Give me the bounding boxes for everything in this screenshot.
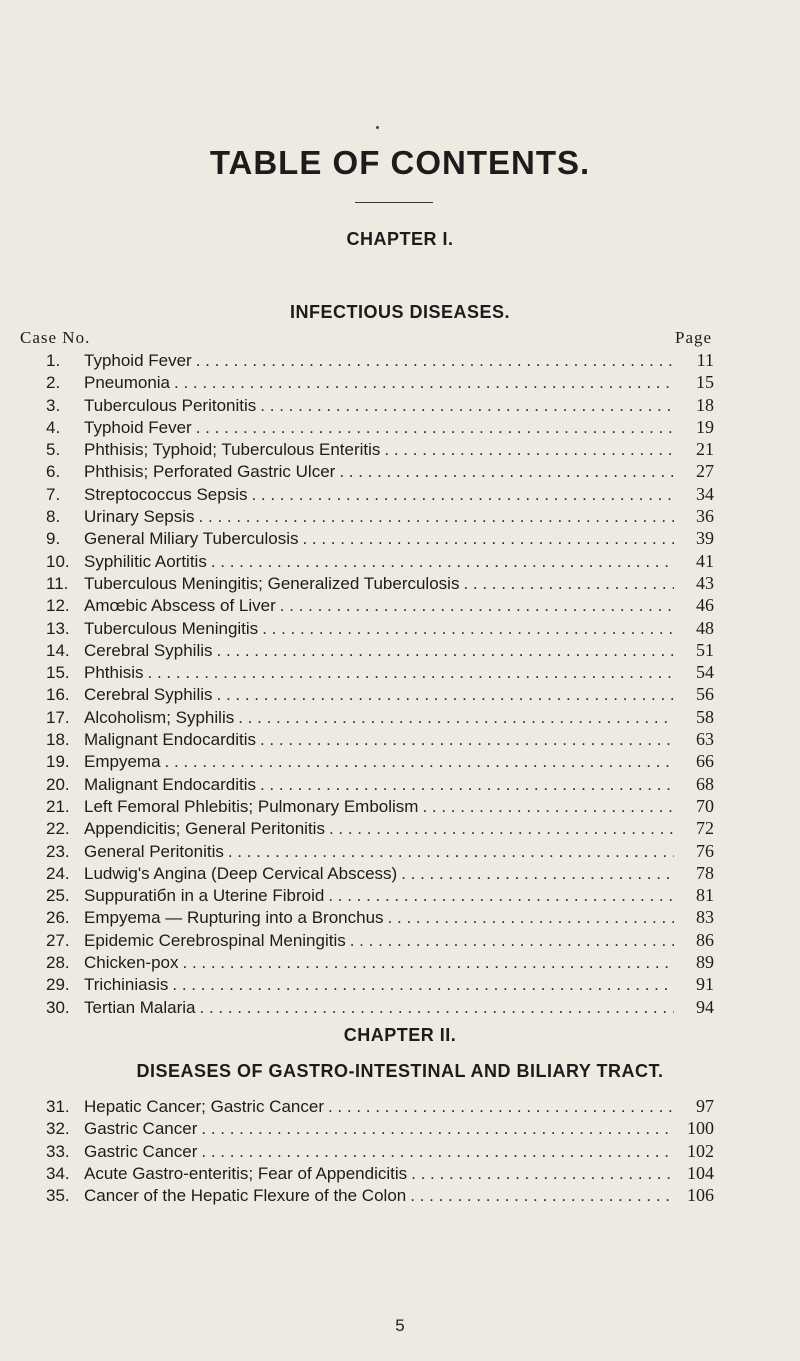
case-number: 7. xyxy=(46,484,61,504)
dot-leader xyxy=(196,350,674,372)
page-ref: 104 xyxy=(687,1162,714,1183)
toc-entry xyxy=(42,349,714,371)
page-ref: 63 xyxy=(696,729,714,750)
case-number: 12. xyxy=(46,596,70,616)
toc-entry xyxy=(42,617,714,639)
page-ref: 46 xyxy=(696,595,714,616)
case-number: 32. xyxy=(46,1119,70,1139)
dot-leader xyxy=(411,1163,674,1185)
page-ref: 15 xyxy=(696,372,714,393)
toc-entry xyxy=(42,973,714,995)
toc-entry xyxy=(42,817,714,839)
page-ref: 21 xyxy=(696,439,714,460)
page-ref: 43 xyxy=(696,572,714,593)
dot-leader xyxy=(260,729,674,751)
dot-leader xyxy=(328,885,674,907)
case-title: Acute Gastro-enteritis; Fear of Appendicitis xyxy=(84,1163,408,1183)
dot-leader xyxy=(422,796,674,818)
case-number: 20. xyxy=(46,774,70,794)
page-ref: 54 xyxy=(696,662,714,683)
case-title: Malignant Endocarditis xyxy=(84,730,256,750)
dot-leader xyxy=(174,372,674,394)
case-number: 30. xyxy=(46,997,70,1017)
toc-entry xyxy=(42,862,714,884)
page-ref: 91 xyxy=(696,974,714,995)
page-ref: 56 xyxy=(696,684,714,705)
chapter-1-subject: INFECTIOUS DISEASES. xyxy=(289,302,511,322)
toc-entry xyxy=(42,929,714,951)
toc-entry xyxy=(42,1117,714,1139)
case-title: Tertian Malaria xyxy=(84,997,196,1017)
case-number: 6. xyxy=(46,462,61,482)
case-number: 11. xyxy=(46,573,69,593)
case-title: Amœbic Abscess of Liver xyxy=(84,596,276,616)
dot-leader xyxy=(172,974,674,996)
case-title: Streptococcus Sepsis xyxy=(84,484,248,504)
dot-leader xyxy=(165,751,674,773)
page-ref: 36 xyxy=(696,506,714,527)
case-title: Empyema xyxy=(84,752,161,772)
dot-leader xyxy=(228,841,674,863)
page-ref: 76 xyxy=(696,840,714,861)
page-title: TABLE OF CONTENTS. xyxy=(209,144,591,181)
page-ref: 11 xyxy=(696,350,714,370)
toc-entry xyxy=(42,951,714,973)
case-title: General Peritonitis xyxy=(84,841,224,861)
case-title: Typhoid Fever xyxy=(84,417,192,437)
case-number: 8. xyxy=(46,507,61,527)
dot-leader xyxy=(148,662,674,684)
dot-leader xyxy=(329,818,674,840)
page-ref: 102 xyxy=(687,1140,714,1161)
chapter-1-entries xyxy=(42,349,714,1018)
case-title: Alcoholism; Syphilis xyxy=(84,707,235,727)
page-ref: 86 xyxy=(696,929,714,950)
page-ref: 27 xyxy=(696,461,714,482)
toc-entry xyxy=(42,840,714,862)
case-number: 26. xyxy=(46,908,70,928)
toc-entry xyxy=(42,639,714,661)
case-title: Suppuratiбn in a Uterine Fibroid xyxy=(84,886,325,906)
toc-entry xyxy=(42,460,714,482)
page-ref: 66 xyxy=(696,751,714,772)
case-number: 25. xyxy=(46,886,70,906)
toc-entry xyxy=(42,750,714,772)
page-ref: 48 xyxy=(696,617,714,638)
case-title: Cerebral Syphilis xyxy=(84,640,213,660)
toc-entry xyxy=(42,416,714,438)
case-number: 9. xyxy=(46,529,61,549)
case-title: Empyema — Rupturing into a Bronchus xyxy=(84,908,384,928)
case-number: 23. xyxy=(46,841,70,861)
case-number: 34. xyxy=(46,1163,70,1183)
toc-entry xyxy=(42,773,714,795)
toc-entry xyxy=(42,527,714,549)
case-number: 10. xyxy=(46,551,70,571)
case-number: 5. xyxy=(46,440,61,460)
page-column-label: Page xyxy=(675,328,713,347)
toc-entry xyxy=(42,505,714,527)
dot-leader xyxy=(217,684,675,706)
case-number: 18. xyxy=(46,730,70,750)
case-number: 19. xyxy=(46,752,70,772)
toc-entry xyxy=(42,706,714,728)
page-ref: 41 xyxy=(696,550,714,571)
case-title: Epidemic Cerebrospinal Meningitis xyxy=(84,930,346,950)
case-number: 21. xyxy=(46,796,70,816)
dot-leader xyxy=(280,595,674,617)
case-title: Ludwig's Angina (Deep Cervical Abscess) xyxy=(84,863,398,883)
page-ref: 18 xyxy=(696,394,714,415)
page-ref: 58 xyxy=(696,706,714,727)
toc-entry xyxy=(42,996,714,1018)
case-title: Tuberculous Meningitis; Generalized Tuberculosis xyxy=(84,573,460,593)
case-number: 4. xyxy=(46,417,61,437)
case-title: Gastric Cancer xyxy=(84,1141,198,1161)
case-number: 22. xyxy=(46,819,70,839)
dot-leader xyxy=(350,930,674,952)
case-title: Left Femoral Phlebitis; Pulmonary Embolism xyxy=(84,796,419,816)
dot-leader xyxy=(238,707,674,729)
case-number: 16. xyxy=(46,685,70,705)
page-ref: 100 xyxy=(687,1118,714,1139)
page-number: 5 xyxy=(395,1316,405,1335)
toc-entry xyxy=(42,1184,714,1206)
case-number: 24. xyxy=(46,863,70,883)
toc-entry xyxy=(42,550,714,572)
case-number: 31. xyxy=(46,1097,70,1116)
case-title: Cancer of the Hepatic Flexure of the Colon xyxy=(84,1186,407,1206)
case-number: 2. xyxy=(46,373,61,393)
case-title: Chicken-pox xyxy=(84,953,179,973)
dot-leader xyxy=(339,461,674,483)
chapter-2-entries xyxy=(42,1095,714,1206)
page-ref: 106 xyxy=(687,1185,714,1206)
page-ref: 78 xyxy=(696,862,714,883)
dot-leader xyxy=(196,417,674,439)
case-title: Syphilitic Aortitis xyxy=(84,551,207,571)
dot-leader xyxy=(410,1185,674,1207)
case-number: 35. xyxy=(46,1186,70,1206)
dot-leader xyxy=(201,1141,674,1163)
toc-entry xyxy=(42,572,714,594)
case-title: Appendicitis; General Peritonitis xyxy=(84,819,325,839)
case-title: Phthisis xyxy=(84,663,144,683)
case-title: Trichiniasis xyxy=(84,975,169,995)
case-title: Cerebral Syphilis xyxy=(84,685,213,705)
case-title: Gastric Cancer xyxy=(84,1119,198,1139)
dot-leader xyxy=(328,1096,674,1118)
case-number: 29. xyxy=(46,975,70,995)
page-ref: 51 xyxy=(696,639,714,660)
title-rule xyxy=(355,202,433,203)
toc-entry xyxy=(42,661,714,683)
toc-entry xyxy=(42,906,714,928)
case-number: 17. xyxy=(46,707,70,727)
dot-leader xyxy=(200,997,675,1019)
dot-leader xyxy=(251,484,674,506)
case-number: 33. xyxy=(46,1141,70,1161)
dot-leader xyxy=(384,439,674,461)
chapter-1-heading: CHAPTER I. xyxy=(346,229,454,249)
case-title: Urinary Sepsis xyxy=(84,507,195,527)
toc-entry xyxy=(42,1140,714,1162)
dot-leader xyxy=(302,528,674,550)
case-number: 13. xyxy=(46,618,70,638)
page-ref: 83 xyxy=(696,907,714,928)
dot-leader xyxy=(183,952,675,974)
dot-leader xyxy=(260,395,674,417)
dot-leader xyxy=(201,1118,674,1140)
case-title: Malignant Endocarditis xyxy=(84,774,256,794)
page-ref: 39 xyxy=(696,528,714,549)
chapter-2-heading: CHAPTER II. xyxy=(343,1025,457,1045)
dot-leader xyxy=(463,573,674,595)
case-number: 1. xyxy=(46,351,61,370)
toc-entry xyxy=(42,884,714,906)
page-ref: 97 xyxy=(696,1096,714,1116)
page-ref: 19 xyxy=(696,416,714,437)
ink-speck xyxy=(376,126,379,129)
toc-entry xyxy=(42,683,714,705)
page-ref: 81 xyxy=(696,885,714,906)
case-number: 27. xyxy=(46,930,70,950)
dot-leader xyxy=(388,907,674,929)
case-title: Phthisis; Perforated Gastric Ulcer xyxy=(84,462,336,482)
toc-entry xyxy=(42,1162,714,1184)
toc-entry xyxy=(42,394,714,416)
dot-leader xyxy=(199,506,674,528)
toc-entry xyxy=(42,728,714,750)
dot-leader xyxy=(260,774,674,796)
case-number: 14. xyxy=(46,640,70,660)
case-title: Tuberculous Meningitis xyxy=(84,618,259,638)
page-ref: 94 xyxy=(696,996,714,1017)
case-number: 28. xyxy=(46,953,70,973)
page-ref: 68 xyxy=(696,773,714,794)
toc-entry xyxy=(42,795,714,817)
case-number: 15. xyxy=(46,663,70,683)
page-ref: 34 xyxy=(696,483,714,504)
case-number: 3. xyxy=(46,395,61,415)
case-title: Hepatic Cancer; Gastric Cancer xyxy=(84,1097,324,1116)
dot-leader xyxy=(211,551,674,573)
toc-entry xyxy=(42,1095,714,1117)
page-ref: 89 xyxy=(696,952,714,973)
case-title: Tuberculous Peritonitis xyxy=(84,395,257,415)
case-title: Typhoid Fever xyxy=(84,351,192,370)
page-ref: 70 xyxy=(696,795,714,816)
page-ref: 72 xyxy=(696,818,714,839)
case-title: General Miliary Tuberculosis xyxy=(84,529,299,549)
toc-entry xyxy=(42,594,714,616)
toc-entry xyxy=(42,438,714,460)
chapter-2-subject: DISEASES OF GASTRO-INTESTINAL AND BILIARY TRACT. xyxy=(136,1061,664,1081)
case-title: Phthisis; Typhoid; Tuberculous Enteritis xyxy=(84,440,381,460)
dot-leader xyxy=(401,863,674,885)
toc-entry xyxy=(42,483,714,505)
dot-leader xyxy=(217,640,675,662)
dot-leader xyxy=(262,618,674,640)
case-title: Pneumonia xyxy=(84,373,171,393)
toc-entry xyxy=(42,371,714,393)
case-number-column-label: Case No. xyxy=(20,328,91,347)
